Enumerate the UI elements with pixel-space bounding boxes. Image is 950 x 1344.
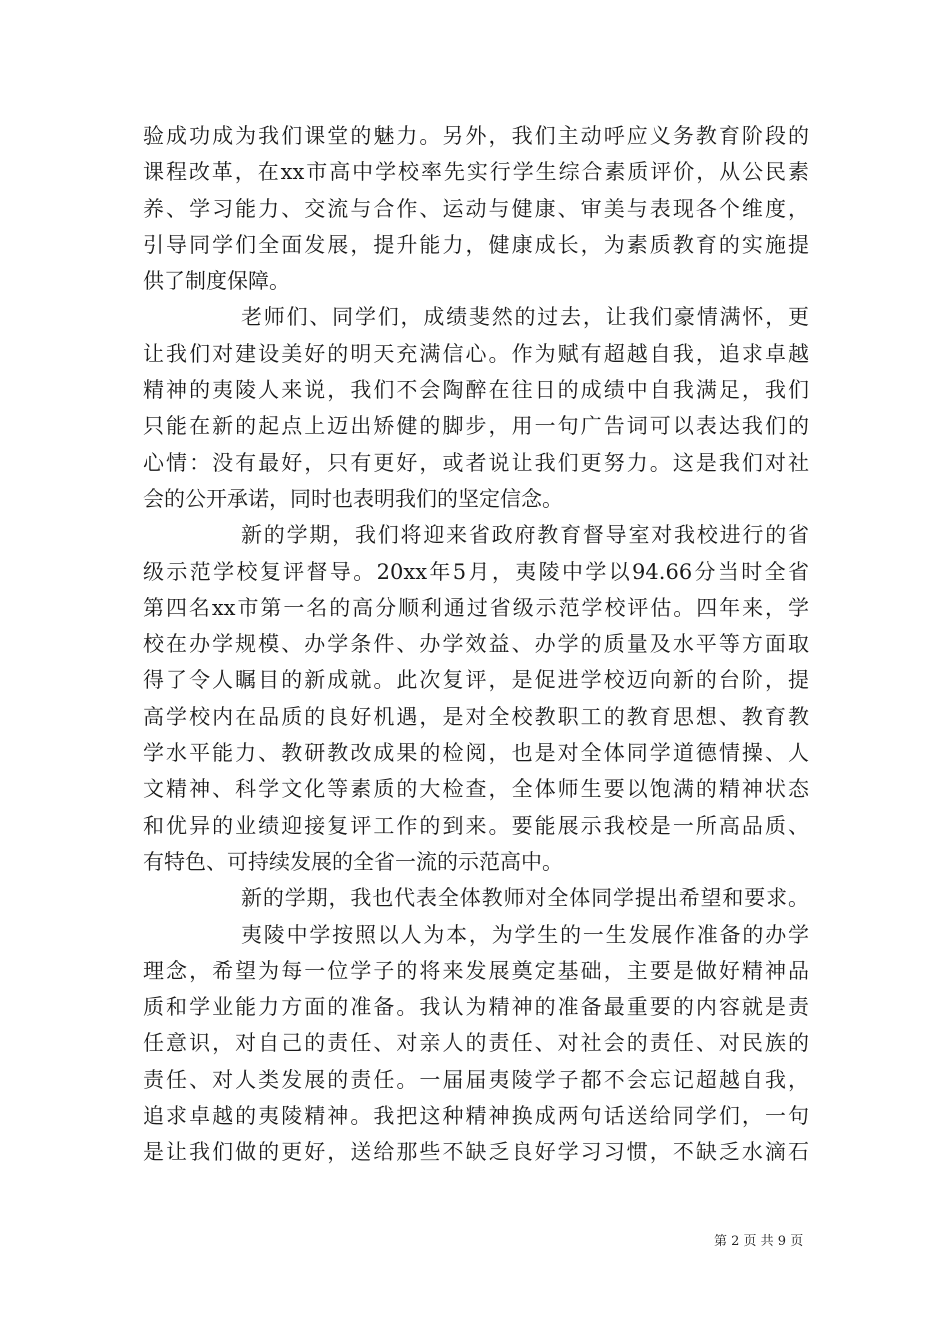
text-line: 老师们、同学们，成绩斐然的过去，让我们豪情满怀，更: [241, 305, 809, 330]
page-footer: 第 2 页 共 9 页: [714, 1234, 804, 1249]
text-line: 追求卓越的夷陵精神。我把这种精神换成两句话送给同学们，一句: [143, 1104, 809, 1129]
text-line: 让我们对建设美好的明天充满信心。作为赋有超越自我，追求卓越: [143, 341, 809, 366]
text-line: 学水平能力、教研教改成果的检阅，也是对全体同学道德情操、人: [143, 741, 809, 766]
text-line: 引导同学们全面发展，提升能力，健康成长，为素质教育的实施提: [143, 232, 809, 257]
text-line: 有特色、可持续发展的全省一流的示范高中。: [143, 849, 563, 874]
text-line: 只能在新的起点上迈出矫健的脚步，用一句广告词可以表达我们的: [143, 414, 809, 439]
text-line: 新的学期，我也代表全体教师对全体同学提出希望和要求。: [241, 886, 809, 911]
text-line: 质和学业能力方面的准备。我认为精神的准备最重要的内容就是责: [143, 995, 809, 1020]
text-line: 验成功成为我们课堂的魅力。另外，我们主动呼应义务教育阶段的: [143, 124, 809, 148]
text-line: 校在办学规模、办学条件、办学效益、办学的质量及水平等方面取: [143, 632, 809, 657]
text-line: 任意识，对自己的责任、对亲人的责任、对社会的责任、对民族的: [143, 1031, 809, 1056]
text-line: 责任、对人类发展的责任。一届届夷陵学子都不会忘记超越自我，: [143, 1067, 809, 1092]
text-line: 精神的夷陵人来说，我们不会陶醉在往日的成绩中自我满足，我们: [143, 378, 809, 403]
text-line: 新的学期，我们将迎来省政府教育督导室对我校进行的省: [241, 523, 809, 548]
text-line: 供了制度保障。: [143, 269, 290, 294]
text-line: 第四名xx市第一名的高分顺利通过省级示范学校评估。四年来，学: [143, 595, 809, 620]
text-line: 课程改革，在xx市高中学校率先实行学生综合素质评价，从公民素: [143, 160, 809, 185]
text-line: 养、学习能力、交流与合作、运动与健康、审美与表现各个维度，: [143, 196, 809, 221]
text-line: 理念，希望为每一位学子的将来发展奠定基础，主要是做好精神品: [143, 958, 809, 983]
text-line: 是让我们做的更好，送给那些不缺乏良好学习习惯，不缺乏水滴石: [143, 1140, 809, 1165]
document-body: [143, 118, 809, 1171]
text-line: 文精神、科学文化等素质的大检查，全体师生要以饱满的精神状态: [143, 777, 809, 802]
text-line: 和优异的业绩迎接复评工作的到来。要能展示我校是一所高品质、: [143, 813, 809, 838]
text-line: 心情：没有最好，只有更好，或者说让我们更努力。这是我们对社: [143, 450, 809, 475]
text-line: 会的公开承诺，同时也表明我们的坚定信念。: [143, 486, 563, 511]
text-line: 高学校内在品质的良好机遇，是对全校教职工的教育思想、教育教: [143, 704, 809, 729]
text-line: 级示范学校复评督导。20xx年5月，夷陵中学以94.66分当时全省: [143, 559, 809, 584]
text-line: 夷陵中学按照以人为本，为学生的一生发展作准备的办学: [241, 922, 809, 947]
text-line: 得了令人瞩目的新成就。此次复评，是促进学校迈向新的台阶，提: [143, 668, 809, 693]
